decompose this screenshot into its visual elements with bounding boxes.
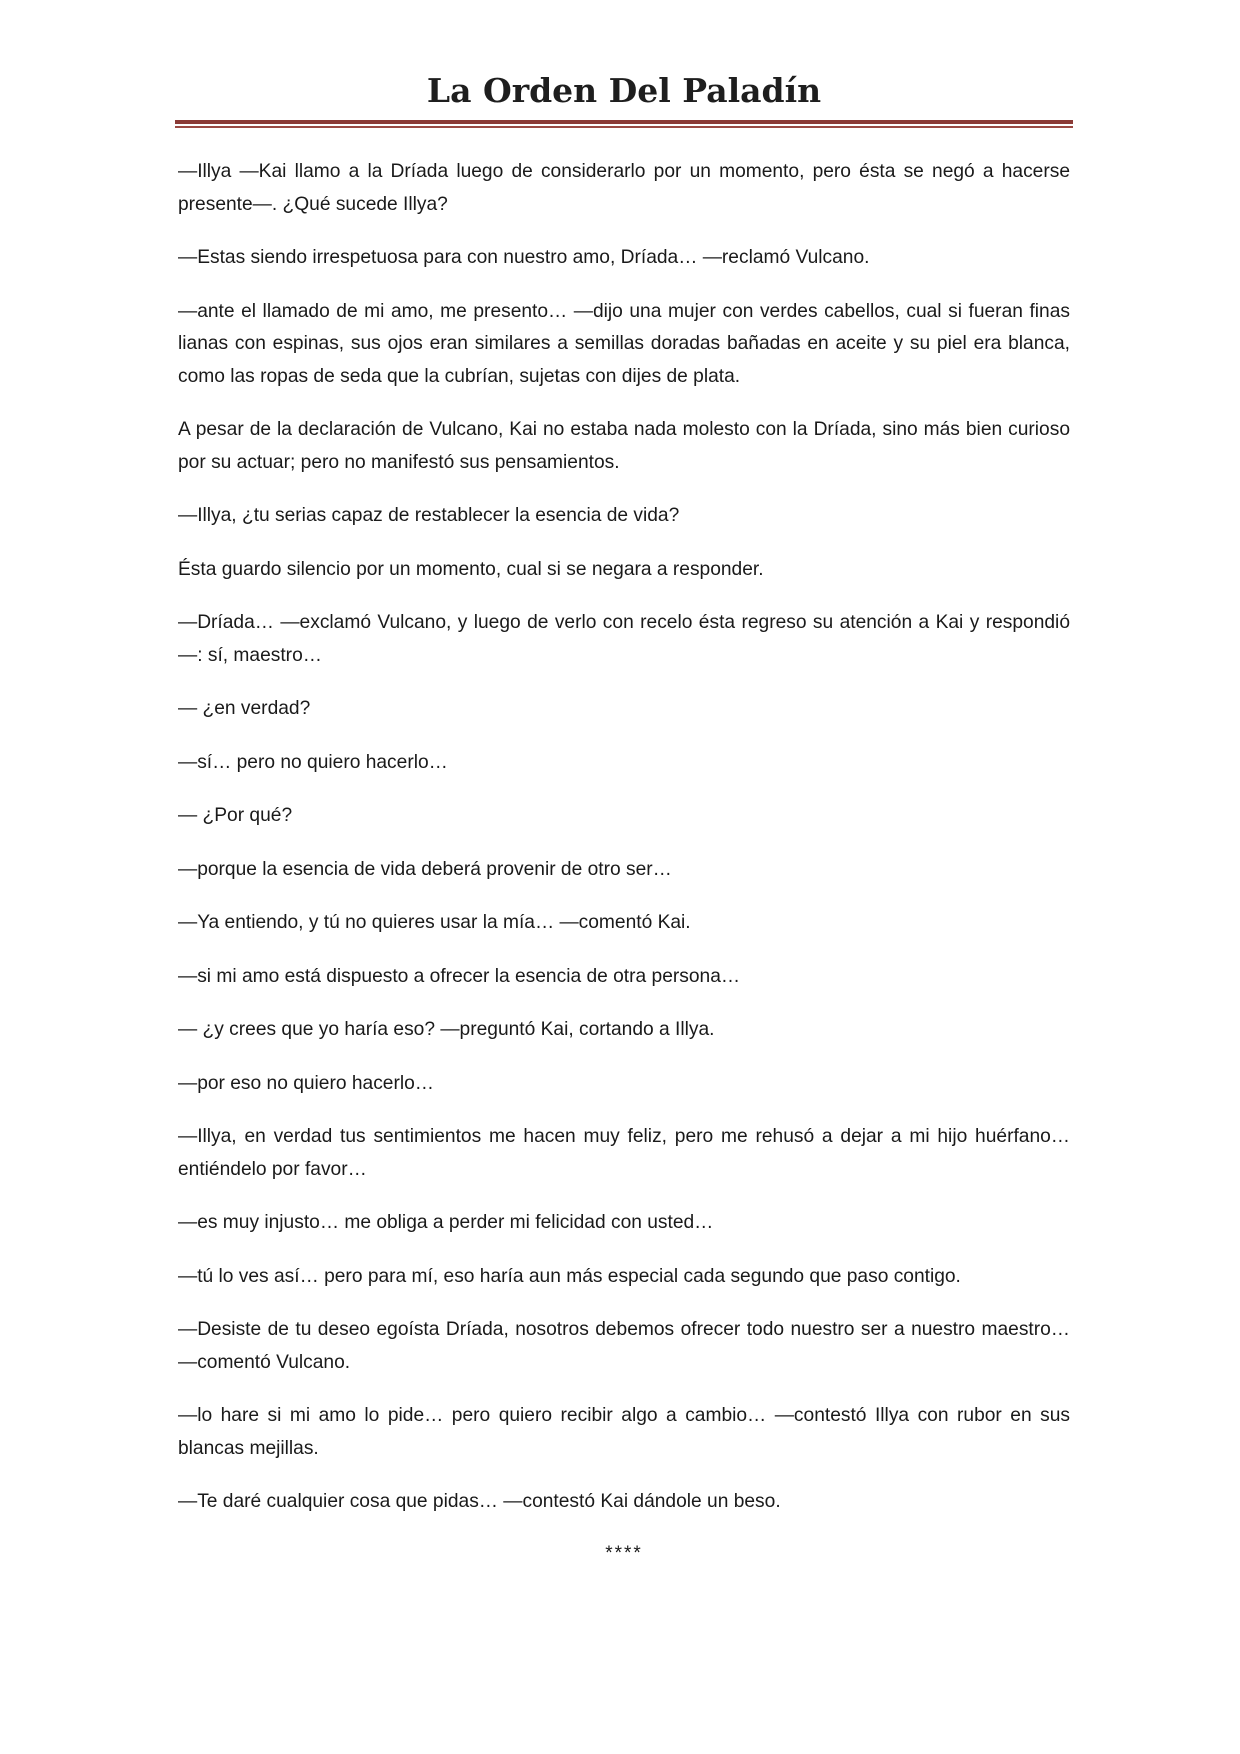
page-header	[175, 70, 1073, 128]
paragraph: —ante el llamado de mi amo, me presento… —dijo una mujer con verdes cabellos, cual si fueran finas lianas con espinas, sus ojos eran similares a semillas doradas bañadas en aceite y su piel era blanca, como las ropas de seda que la cubrían, sujetas con dijes de plata.	[178, 300, 1070, 387]
paragraph: — ¿en verdad?	[178, 698, 311, 719]
paragraph: —si mi amo está dispuesto a ofrecer la esencia de otra persona…	[178, 965, 741, 987]
paragraph: —porque la esencia de vida deberá provenir de otro ser…	[178, 858, 672, 880]
book-title: La Orden Del Paladín	[426, 71, 822, 110]
paragraph: —Dríada… —exclamó Vulcano, y luego de verlo con recelo ésta regreso su atención a Kai y respondió—: sí, maestro…	[178, 612, 1070, 666]
paragraph: — ¿Por qué?	[178, 805, 293, 826]
paragraph: —Te daré cualquier cosa que pidas… —contestó Kai dándole un beso.	[178, 1491, 781, 1512]
paragraph: —Desiste de tu deseo egoísta Dríada, nosotros debemos ofrecer todo nuestro ser a nuestro maestro… —comentó Vulcano.	[178, 1319, 1070, 1373]
paragraph: —por eso no quiero hacerlo…	[178, 1072, 434, 1094]
scene-break: ****	[605, 1542, 643, 1564]
paragraph: Ésta guardo silencio por un momento, cual si se negara a responder.	[178, 558, 764, 580]
page-body	[178, 156, 1070, 1568]
paragraph: — ¿y crees que yo haría eso? —preguntó Kai, cortando a Illya.	[178, 1019, 715, 1040]
paragraph: —Ya entiendo, y tú no quieres usar la mía… —comentó Kai.	[178, 912, 691, 933]
header-rule-thin	[175, 126, 1073, 128]
paragraph: —Illya, ¿tu serias capaz de restablecer la esencia de vida?	[178, 505, 680, 526]
paragraph: —tú lo ves así… pero para mí, eso haría aun más especial cada segundo que paso contigo.	[178, 1265, 961, 1287]
paragraph: —Illya, en verdad tus sentimientos me hacen muy feliz, pero me rehusó a dejar a mi hijo huérfano… entiéndelo por favor…	[178, 1126, 1070, 1180]
paragraph: —Estas siendo irrespetuosa para con nuestro amo, Dríada… —reclamó Vulcano.	[178, 247, 870, 268]
header-rule	[175, 120, 1073, 128]
paragraph: —lo hare si mi amo lo pide… pero quiero recibir algo a cambio… —contestó Illya con rubor en sus blancas mejillas.	[178, 1405, 1070, 1459]
paragraph: —sí… pero no quiero hacerlo…	[178, 751, 448, 773]
paragraph: A pesar de la declaración de Vulcano, Kai no estaba nada molesto con la Dríada, sino más bien curioso por su actuar; pero no manifestó sus pensamientos.	[178, 419, 1070, 473]
paragraph: —es muy injusto… me obliga a perder mi felicidad con usted…	[178, 1212, 714, 1233]
paragraph: —Illya —Kai llamo a la Dríada luego de considerarlo por un momento, pero ésta se negó a hacerse presente—. ¿Qué sucede Illya?	[178, 161, 1070, 215]
